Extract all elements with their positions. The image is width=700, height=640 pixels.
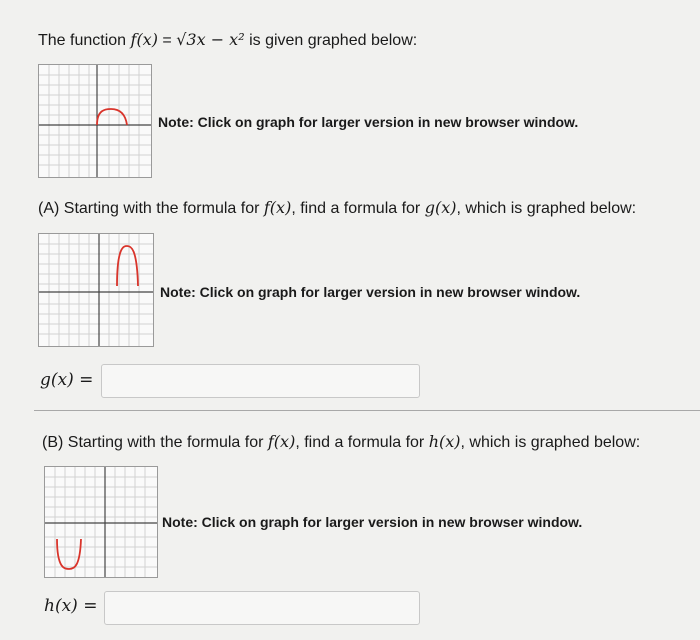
graph-g-grid [39, 234, 153, 346]
section-divider [34, 410, 700, 411]
graph-g[interactable] [38, 233, 154, 347]
part-a-answer-input[interactable] [101, 364, 420, 398]
part-a-g: g(x) [424, 198, 457, 217]
part-b-mid: , find a formula for [295, 434, 425, 451]
part-b-prompt [42, 432, 640, 452]
graph-h-curve [57, 539, 81, 569]
intro-prefix: The function [38, 32, 127, 49]
graph-g-note: Note: Click on graph for larger version in new browser window. [160, 284, 581, 300]
graph-g-svg [39, 234, 153, 346]
part-a-prefix: (A) Starting with the formula for [38, 200, 260, 217]
graph-f-curve [97, 109, 127, 125]
graph-f[interactable] [38, 64, 152, 178]
graph-g-curve [117, 246, 138, 286]
graph-f-grid [39, 65, 151, 177]
part-b-answer-input[interactable] [104, 591, 420, 625]
intro-equals: = [162, 32, 172, 49]
part-b-h: h(x) [428, 432, 461, 451]
graph-f-note: Note: Click on graph for larger version in new browser window. [158, 114, 579, 130]
part-a-mid: , find a formula for [291, 200, 421, 217]
part-b-f: f(x) [267, 432, 296, 451]
intro-suffix: is given graphed below: [249, 32, 418, 49]
part-a-answer-label: g(x) = [40, 370, 94, 390]
graph-f-svg [39, 65, 151, 177]
part-a-f: f(x) [263, 198, 292, 217]
part-b-suffix: , which is graphed below: [460, 434, 641, 451]
part-b-answer-label: h(x) = [44, 596, 98, 616]
graph-h[interactable] [44, 466, 158, 578]
part-a-prompt [38, 198, 636, 218]
graph-h-note: Note: Click on graph for larger version in new browser window. [162, 514, 583, 530]
intro-func: f(x) [130, 30, 158, 49]
graph-h-svg [45, 467, 157, 577]
part-a-suffix: , which is graphed below: [456, 200, 637, 217]
part-b-prefix: (B) Starting with the formula for [42, 434, 264, 451]
intro-formula: √3x − x² [176, 30, 245, 49]
intro-line [38, 30, 417, 50]
graph-h-grid [45, 467, 157, 577]
